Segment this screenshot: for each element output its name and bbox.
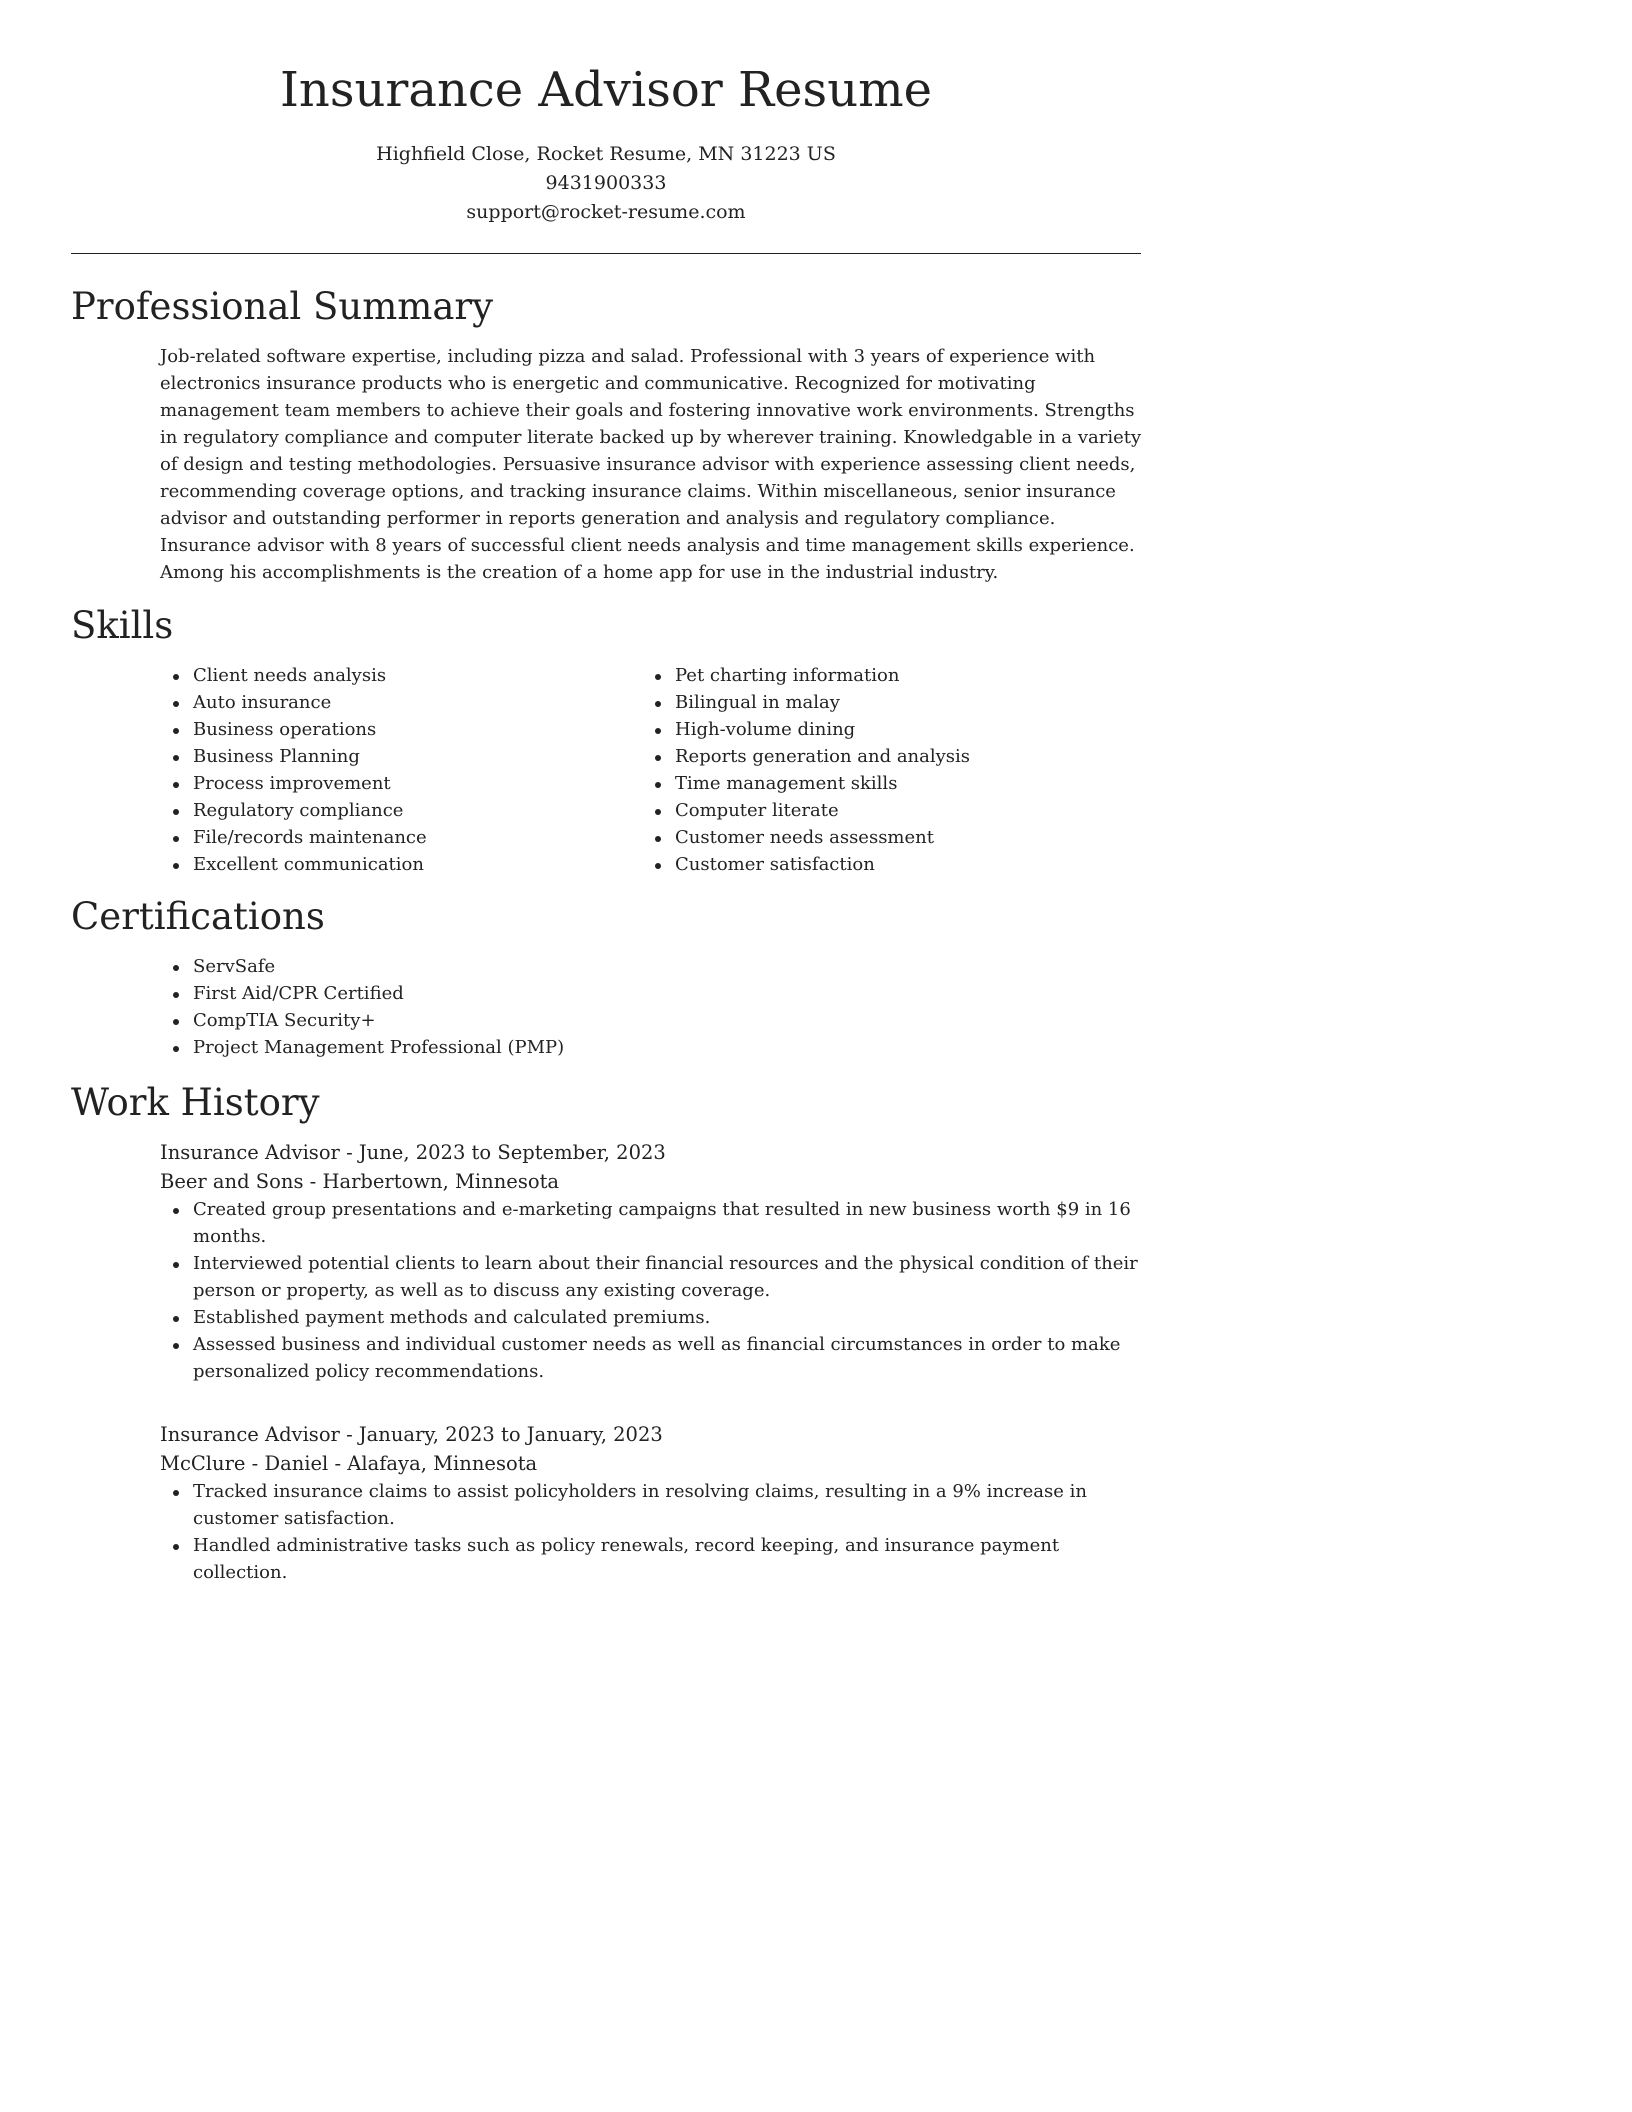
certification-item: ServSafe: [160, 953, 1060, 980]
contact-address: Highfield Close, Rocket Resume, MN 31223 US: [376, 143, 836, 165]
skill-item: Business Planning: [160, 743, 630, 770]
skill-item: Bilingual in malay: [642, 689, 1112, 716]
certifications-list: [160, 953, 1060, 1061]
skill-item: File/records maintenance: [160, 824, 630, 851]
skill-item: Regulatory compliance: [160, 797, 630, 824]
certification-item: First Aid/CPR Certified: [160, 980, 1060, 1007]
skill-item: High-volume dining: [642, 716, 1112, 743]
job-entry: [160, 1421, 1145, 1586]
contact-block: [72, 140, 1140, 227]
certification-item: CompTIA Security+: [160, 1007, 1060, 1034]
skills-list-left: [160, 662, 630, 878]
job-bullet: Created group presentations and e-marketing campaigns that resulted in new business worth $9 in 16 months.: [160, 1196, 1145, 1250]
skill-item: Process improvement: [160, 770, 630, 797]
contact-email: support@rocket-resume.com: [466, 201, 746, 223]
section-heading-summary: Professional Summary: [71, 285, 494, 328]
job-title-line: Insurance Advisor - January, 2023 to January, 2023: [160, 1423, 663, 1446]
skill-item: Time management skills: [642, 770, 1112, 797]
section-heading-work-history: Work History: [71, 1081, 320, 1124]
job-bullet: Assessed business and individual customer needs as well as financial circumstances in order to make personalized policy recommendations.: [160, 1331, 1145, 1385]
job-bullet: Tracked insurance claims to assist policyholders in resolving claims, resulting in a 9% increase in customer satisfaction.: [160, 1478, 1145, 1532]
job-bullet: Interviewed potential clients to learn about their financial resources and the physical condition of their person or property, as well as to discuss any existing coverage.: [160, 1250, 1145, 1304]
skill-item: Pet charting information: [642, 662, 1112, 689]
contact-phone: 9431900333: [545, 172, 667, 194]
skill-item: Customer needs assessment: [642, 824, 1112, 851]
resume-header: [72, 60, 1140, 227]
skill-item: Client needs analysis: [160, 662, 630, 689]
job-bullet: Handled administrative tasks such as policy renewals, record keeping, and insurance payment collection.: [160, 1532, 1145, 1586]
job-bullet-list: [160, 1196, 1145, 1385]
job-bullet-list: [160, 1478, 1145, 1586]
header-divider: [71, 253, 1141, 254]
skill-item: Reports generation and analysis: [642, 743, 1112, 770]
job-bullet: Established payment methods and calculated premiums.: [160, 1304, 1145, 1331]
resume-title: Insurance Advisor Resume: [279, 62, 933, 118]
skill-item: Excellent communication: [160, 851, 630, 878]
section-heading-certifications: Certifications: [71, 895, 325, 938]
skills-list-right: [642, 662, 1112, 878]
job-title-line: Insurance Advisor - June, 2023 to September, 2023: [160, 1141, 666, 1164]
job-entry: [160, 1139, 1145, 1385]
job-company-line: McClure - Daniel - Alafaya, Minnesota: [160, 1451, 538, 1475]
certification-item: Project Management Professional (PMP): [160, 1034, 1060, 1061]
summary-text: Job-related software expertise, including pizza and salad. Professional with 3 years of experience with electronics insurance products who is energetic and communicative. Recognized for motivating management team members to achieve their goals and fostering innovative work environments. Strengths in regulatory compliance and computer literate backed up by wherever training. Knowledgable in a variety of design and testing methodologies. Persuasive insurance advisor with experience assessing client needs, recommending coverage options, and tracking insurance claims. Within miscellaneous, senior insurance advisor and outstanding performer in reports generation and analysis and regulatory compliance. Insurance advisor with 8 years of successful client needs analysis and time management skills experience. Among his accomplishments is the creation of a home app for use in the industrial industry.: [160, 346, 1142, 583]
skill-item: Auto insurance: [160, 689, 630, 716]
skill-item: Customer satisfaction: [642, 851, 1112, 878]
section-heading-skills: Skills: [71, 604, 174, 647]
skill-item: Business operations: [160, 716, 630, 743]
job-company-line: Beer and Sons - Harbertown, Minnesota: [160, 1169, 560, 1193]
skill-item: Computer literate: [642, 797, 1112, 824]
